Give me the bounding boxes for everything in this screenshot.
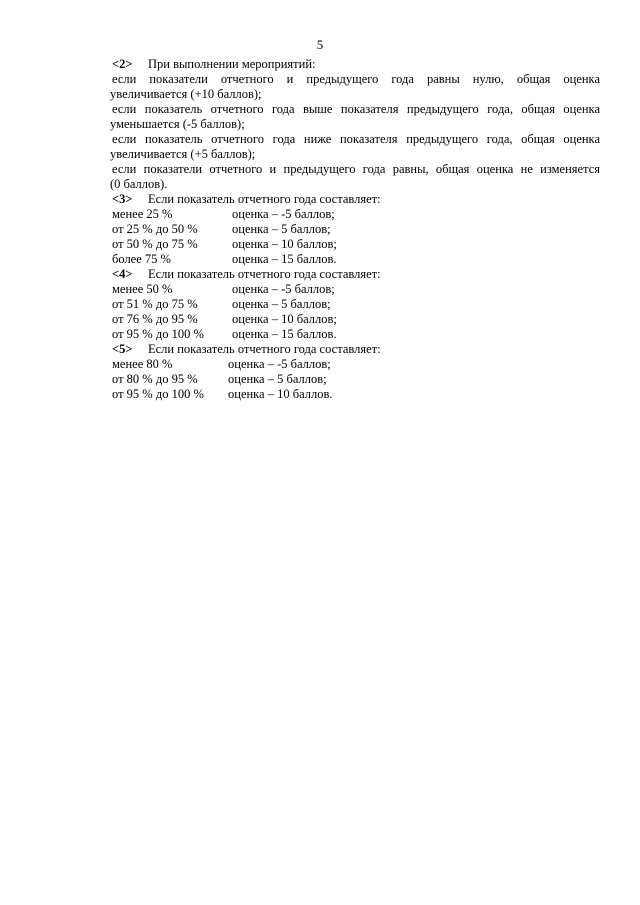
note-4-row: [112, 327, 600, 342]
note-2-item-4: [112, 162, 600, 192]
note-4-title: Если показатель отчетного года составляет:: [148, 267, 381, 281]
note-2-heading: [112, 57, 600, 72]
range-label: от 50 % до 75 %: [112, 237, 198, 251]
note-2-item-1: [112, 72, 600, 102]
score-label: оценка – 5 баллов;: [228, 372, 327, 386]
note-3-marker: <3>: [112, 192, 133, 206]
range-label: менее 80 %: [112, 357, 173, 371]
note-3-row: [112, 222, 600, 237]
document-body: [112, 57, 600, 402]
note-5-marker: <5>: [112, 342, 133, 356]
range-label: от 80 % до 95 %: [112, 372, 198, 386]
note-2-marker: <2>: [112, 57, 133, 71]
note-4: [112, 267, 600, 342]
note-2: [112, 57, 600, 192]
score-label: оценка – 10 баллов;: [232, 312, 337, 326]
score-label: оценка – -5 баллов;: [228, 357, 331, 371]
note-4-row: [112, 297, 600, 312]
note-5-row: [112, 387, 600, 402]
note-3-heading: [112, 192, 600, 207]
score-label: оценка – -5 баллов;: [232, 282, 335, 296]
note-2-item-3: [112, 132, 600, 162]
note-4-row: [112, 312, 600, 327]
note-2-item-2-line-1: если показатель отчетного года выше показателя предыдущего года, общая оценка: [112, 102, 600, 116]
note-3-title: Если показатель отчетного года составляет:: [148, 192, 381, 206]
score-label: оценка – 10 баллов;: [232, 237, 337, 251]
note-4-marker: <4>: [112, 267, 133, 281]
score-label: оценка – 10 баллов.: [228, 387, 333, 401]
score-label: оценка – 5 баллов;: [232, 222, 331, 236]
note-2-item-4-line-1: если показатели отчетного и предыдущего года равны, общая оценка не изменяется: [112, 162, 600, 176]
range-label: менее 50 %: [112, 282, 173, 296]
page-number: 5: [316, 37, 324, 52]
score-label: оценка – -5 баллов;: [232, 207, 335, 221]
note-2-item-3-line-2: увеличивается (+5 баллов);: [110, 147, 256, 161]
note-5: [112, 342, 600, 402]
note-4-row: [112, 282, 600, 297]
note-2-item-1-line-2: увеличивается (+10 баллов);: [110, 87, 262, 101]
note-4-heading: [112, 267, 600, 282]
range-label: от 76 % до 95 %: [112, 312, 198, 326]
note-3-row: [112, 252, 600, 267]
note-5-heading: [112, 342, 600, 357]
score-label: оценка – 15 баллов.: [232, 327, 337, 341]
range-label: более 75 %: [112, 252, 171, 266]
note-5-title: Если показатель отчетного года составляет:: [148, 342, 381, 356]
note-5-row: [112, 372, 600, 387]
range-label: от 95 % до 100 %: [112, 327, 204, 341]
range-label: от 95 % до 100 %: [112, 387, 204, 401]
note-2-item-4-line-2: (0 баллов).: [110, 177, 168, 191]
range-label: от 25 % до 50 %: [112, 222, 198, 236]
note-2-title: При выполнении мероприятий:: [148, 57, 316, 71]
note-2-item-3-line-1: если показатель отчетного года ниже показателя предыдущего года, общая оценка: [112, 132, 600, 146]
note-2-item-1-line-1: если показатели отчетного и предыдущего года равны нулю, общая оценка: [112, 72, 600, 86]
range-label: менее 25 %: [112, 207, 173, 221]
note-3: [112, 192, 600, 267]
note-2-item-2-line-2: уменьшается (-5 баллов);: [110, 117, 245, 131]
note-2-item-2: [112, 102, 600, 132]
score-label: оценка – 5 баллов;: [232, 297, 331, 311]
range-label: от 51 % до 75 %: [112, 297, 198, 311]
note-3-row: [112, 207, 600, 222]
note-5-row: [112, 357, 600, 372]
note-3-row: [112, 237, 600, 252]
score-label: оценка – 15 баллов.: [232, 252, 337, 266]
